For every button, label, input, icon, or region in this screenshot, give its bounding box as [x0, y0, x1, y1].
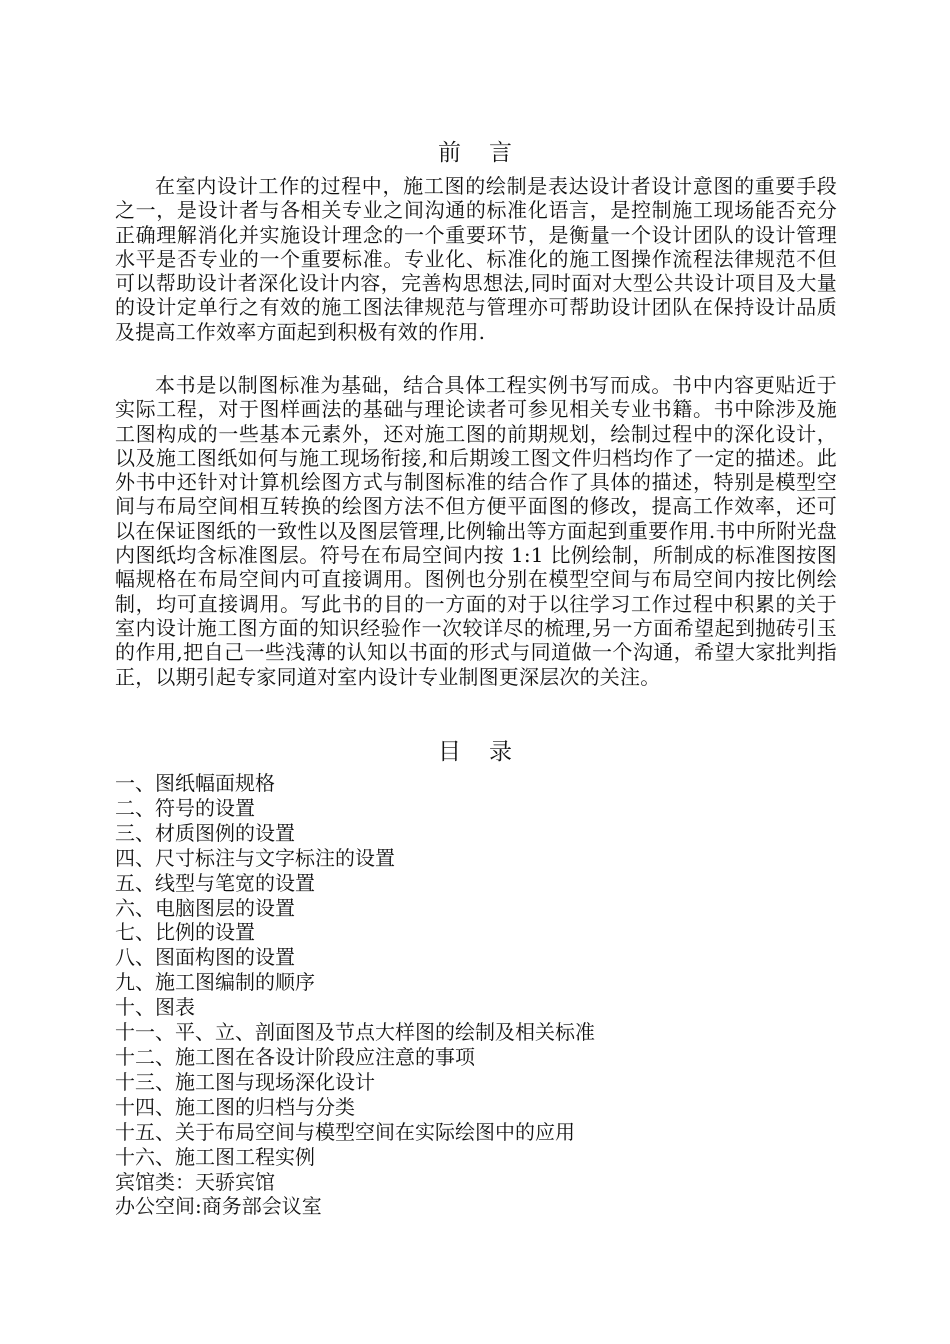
toc-item: 十二、施工图在各设计阶段应注意的事项	[115, 1044, 475, 1069]
toc-item: 一、图纸幅面规格	[115, 771, 275, 795]
preface-paragraph-1: 在室内设计工作的过程中，施工图的绘制是表达设计者设计意图的重要手段之一，是设计者与各相关专业之间沟通的标准化语言，是控制施工现场能否充分正确理解消化并实施设计理念的一个重要环节，是衡量一个设计团队的设计管理水平是否专业的一个重要标准。专业化、标准化的施工图操作流程法律规范不但可以帮助设计者深化设计内容，完善构思想法,同时面对大型公共设计项目及大量的设计定单行之有效的施工图法律规范与管理亦可帮助设计团队在保持设计品质及提高工作效率方面起到积极有效的作用.	[115, 174, 837, 344]
toc-item: 十、图表	[115, 995, 195, 1020]
toc-item: 四、尺寸标注与文字标注的设置	[115, 845, 395, 870]
preface-heading-char-2: 言	[489, 140, 512, 166]
toc-item: 九、施工图编制的顺序	[115, 970, 315, 995]
toc-heading-char-1: 目	[438, 739, 461, 765]
toc-heading-char-2: 录	[489, 739, 512, 765]
toc-item: 六、电脑图层的设置	[115, 895, 295, 920]
toc-item: 七、比例的设置	[115, 920, 255, 945]
toc-item: 十三、施工图与现场深化设计	[115, 1069, 375, 1094]
preface-paragraph-2: 本书是以制图标准为基础，结合具体工程实例书写而成。书中内容更贴近于实际工程，对于图样画法的基础与理论读者可参见相关专业书籍。书中除涉及施工图构成的一些基本元素外，还对施工图的前期规划，绘制过程中的深化设计，以及施工图纸如何与施工现场衔接,和后期竣工图文件归档均作了一定的描述。此外书中还针对计算机绘图方式与制图标准的结合作了具体的描述，特别是模型空间与布局空间相互转换的绘图方法不但方便平面图的修改，提高工作效率，还可以在保证图纸的一致性以及图层管理,比例输出等方面起到重要作用.书中所附光盘内图纸均含标准图层。符号在布局空间内按 1:1 比例绘制，所制成的标准图按图幅规格在布局空间内可直接调用。图例也分别在模型空间与布局空间内按比例绘制，均可直接调用。写此书的目的一方面的对于以往学习工作过程中积累的关于室内设计施工图方面的知识经验作一次较详尽的梳理,另一方面希望起到抛砖引玉的作用,把自己一些浅薄的认知以书面的形式与同道做一个沟通，希望大家批判指正，以期引起专家同道对室内设计专业制图更深层次的关注。	[115, 373, 837, 689]
toc-item: 办公空间:商务部会议室	[115, 1194, 322, 1219]
toc-item: 二、符号的设置	[115, 795, 255, 820]
toc-heading	[0, 733, 950, 766]
preface-heading	[0, 134, 950, 167]
toc-item: 八、图面构图的设置	[115, 945, 295, 970]
table-of-contents	[115, 771, 837, 1219]
preface-heading-char-1: 前	[438, 140, 461, 166]
toc-item: 十六、施工图工程实例	[115, 1144, 315, 1169]
toc-item: 三、材质图例的设置	[115, 820, 295, 845]
toc-item: 十一、平、立、剖面图及节点大样图的绘制及相关标准	[115, 1020, 595, 1045]
toc-item: 十五、关于布局空间与模型空间在实际绘图中的应用	[115, 1119, 575, 1144]
toc-item: 五、线型与笔宽的设置	[115, 870, 315, 895]
toc-item: 十四、施工图的归档与分类	[115, 1094, 355, 1119]
toc-item: 宾馆类：天骄宾馆	[115, 1169, 275, 1194]
